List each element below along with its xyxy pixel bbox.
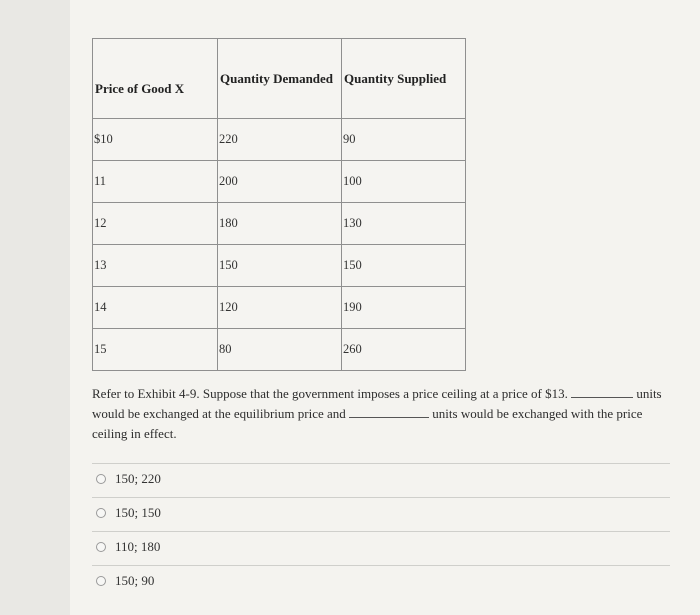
answer-option-3[interactable] xyxy=(96,537,160,557)
cell-supplied: 130 xyxy=(342,203,466,245)
question-text xyxy=(92,384,662,444)
cell-price: 12 xyxy=(93,203,218,245)
radio-icon[interactable] xyxy=(96,474,106,484)
radio-icon[interactable] xyxy=(96,542,106,552)
cell-price: 15 xyxy=(93,329,218,371)
header-price: Price of Good X xyxy=(93,39,218,119)
table-row xyxy=(93,329,466,371)
divider xyxy=(92,463,670,464)
table-row xyxy=(93,161,466,203)
cell-demanded: 120 xyxy=(218,287,342,329)
cell-price: 11 xyxy=(93,161,218,203)
table-header-row xyxy=(93,39,466,119)
option-label: 150; 220 xyxy=(115,471,161,486)
cell-supplied: 190 xyxy=(342,287,466,329)
answer-option-2[interactable] xyxy=(96,503,161,523)
radio-icon[interactable] xyxy=(96,508,106,518)
table-row xyxy=(93,287,466,329)
table-row xyxy=(93,119,466,161)
cell-price: 13 xyxy=(93,245,218,287)
table-row xyxy=(93,203,466,245)
cell-demanded: 80 xyxy=(218,329,342,371)
cell-demanded: 220 xyxy=(218,119,342,161)
divider xyxy=(92,565,670,566)
header-quantity-supplied: Quantity Supplied xyxy=(342,39,466,119)
cell-supplied: 100 xyxy=(342,161,466,203)
cell-supplied: 90 xyxy=(342,119,466,161)
cell-price: 14 xyxy=(93,287,218,329)
question-part-1: Refer to Exhibit 4-9. Suppose that the government imposes a price ceiling at a price of $13. xyxy=(92,386,568,401)
divider xyxy=(92,531,670,532)
cell-demanded: 150 xyxy=(218,245,342,287)
answer-blank-1 xyxy=(571,385,633,398)
answer-option-1[interactable] xyxy=(96,469,161,489)
cell-demanded: 200 xyxy=(218,161,342,203)
radio-icon[interactable] xyxy=(96,576,106,586)
table-row xyxy=(93,245,466,287)
option-label: 150; 90 xyxy=(115,573,155,588)
option-label: 110; 180 xyxy=(115,539,161,554)
header-quantity-demanded: Quantity Demanded xyxy=(218,39,342,119)
question-part-2: units would be exchanged at the equilibrium price and xyxy=(92,386,662,421)
answer-option-4[interactable] xyxy=(96,571,154,591)
divider xyxy=(92,497,670,498)
cell-supplied: 260 xyxy=(342,329,466,371)
cell-supplied: 150 xyxy=(342,245,466,287)
answer-blank-2 xyxy=(349,405,429,418)
cell-price: $10 xyxy=(93,119,218,161)
cell-demanded: 180 xyxy=(218,203,342,245)
question-part-3: units would be exchanged with the price ceiling in effect. xyxy=(92,406,643,441)
exhibit-table xyxy=(92,38,466,371)
option-label: 150; 150 xyxy=(115,505,161,520)
